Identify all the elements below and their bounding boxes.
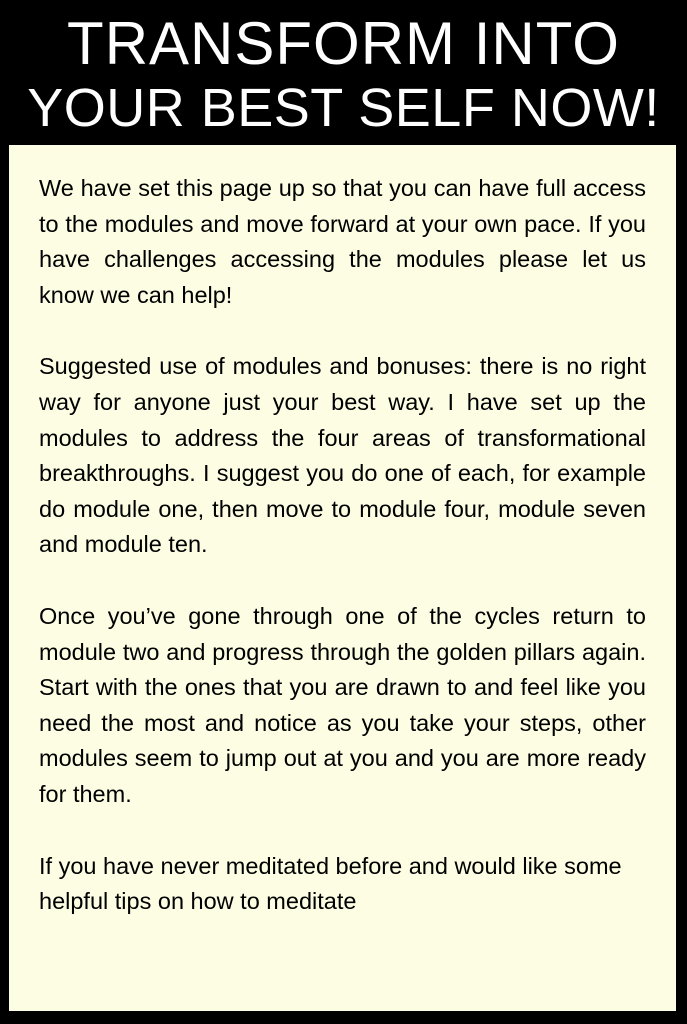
intro-paragraph: We have set this page up so that you can have full access to the modules and move forward at your own pace. If you have challenges accessing the modules please let us know we can help! — [39, 175, 646, 308]
suggested-use-paragraph: Suggested use of modules and bonuses: there is no right way for anyone just your best way. I have set up the modules to address the four areas of transformational breakthroughs. I suggest you do one of each, for example do module one, then move to module four, module seven and module ten. — [39, 353, 646, 558]
meditation-paragraph: If you have never meditated before and would like some helpful tips on how to meditate — [39, 852, 622, 915]
cycle-paragraph: Once you’ve gone through one of the cycles return to module two and progress through the golden pillars again. Start with the ones that you are drawn to and feel like you need the most and notice as you take your steps, other modules seem to jump out at you and you are more ready for them. — [39, 602, 646, 807]
header-title-line-2: YOUR BEST SELF NOW! — [27, 78, 660, 138]
header-title-line-1: TRANSFORM INTO — [67, 10, 620, 77]
page-header — [0, 0, 687, 144]
content-panel — [9, 145, 676, 1011]
